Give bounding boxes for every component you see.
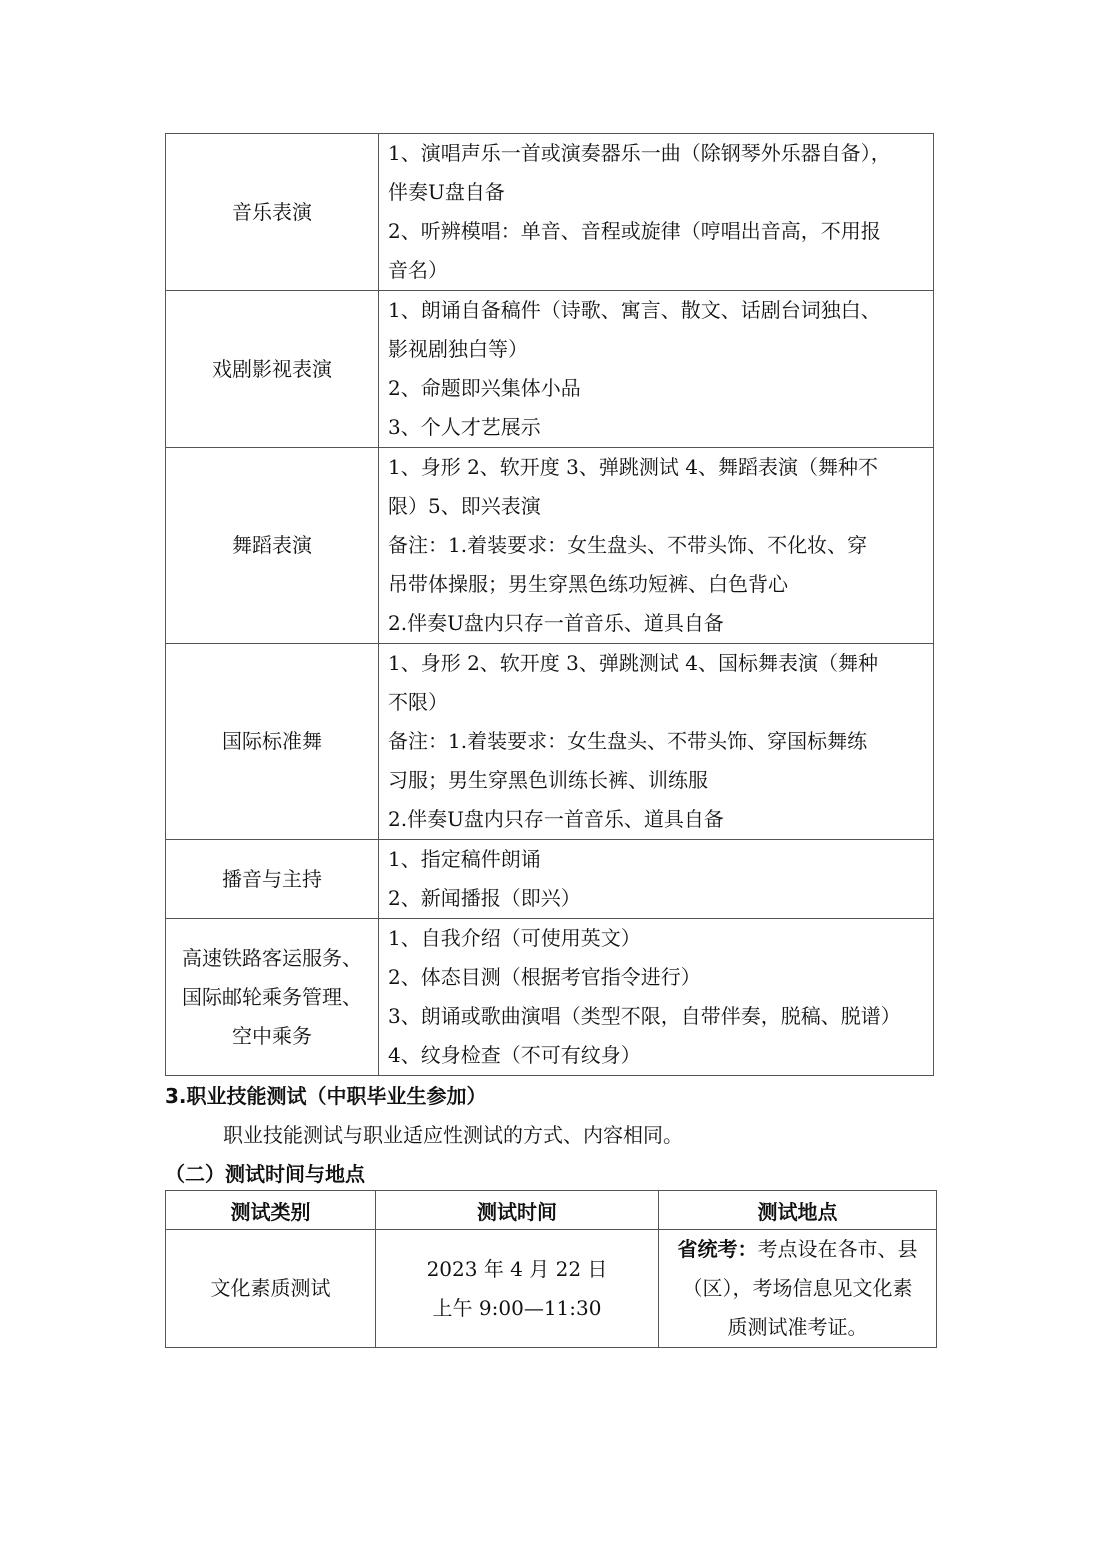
- content-cell: [379, 448, 934, 644]
- content-line: 2.伴奏U盘内只存一首音乐、道具自备: [388, 807, 724, 831]
- category-cell: 戏剧影视表演: [166, 291, 379, 448]
- content-line: 1、演唱声乐一首或演奏器乐一曲（除钢琴外乐器自备），: [388, 141, 891, 165]
- content-line: 备注：1.着装要求：女生盘头、不带头饰、穿国标舞练: [388, 729, 868, 753]
- category-line: 高速铁路客运服务、: [182, 945, 362, 970]
- category-cell: 播音与主持: [166, 840, 379, 919]
- table-row: [166, 291, 934, 448]
- content-cell: [379, 840, 934, 919]
- content-line: 3、朗诵或歌曲演唱（类型不限，自带伴奏，脱稿、脱谱）: [388, 1004, 901, 1028]
- content-line: 2、命题即兴集体小品: [388, 376, 581, 400]
- content-line: 1、身形 2、软开度 3、弹跳测试 4、国标舞表演（舞种: [388, 651, 878, 675]
- content-line: 1、朗诵自备稿件（诗歌、寓言、散文、话剧台词独白、: [388, 298, 881, 322]
- content-line: 习服；男生穿黑色训练长裤、训练服: [388, 768, 708, 792]
- content-line: 不限）: [388, 690, 448, 714]
- content-line: 音名）: [388, 258, 448, 282]
- content-cell: [379, 291, 934, 448]
- location-cell: [659, 1230, 937, 1348]
- location-label: 省统考：: [677, 1237, 758, 1261]
- category-cell: 音乐表演: [166, 134, 379, 291]
- location-line: 质测试准考证。: [727, 1315, 868, 1339]
- content-line: 限）5、即兴表演: [388, 494, 541, 518]
- table-row: [166, 134, 934, 291]
- table-row: [166, 644, 934, 840]
- content-line: 伴奏U盘自备: [388, 180, 505, 204]
- content-line: 3、个人才艺展示: [388, 415, 541, 439]
- content-line: 2、新闻播报（即兴）: [388, 886, 581, 910]
- content-line: 2、体态目测（根据考官指令进行）: [388, 965, 701, 989]
- header-location: 测试地点: [659, 1191, 937, 1230]
- table-row: [166, 840, 934, 919]
- category-cell: [166, 919, 379, 1076]
- location-line: （区），考场信息见文化素: [682, 1276, 913, 1300]
- section-heading-time-location: （二）测试时间与地点: [165, 1162, 365, 1186]
- content-cell: [379, 134, 934, 291]
- content-cell: [379, 644, 934, 840]
- header-time: 测试时间: [376, 1191, 659, 1230]
- table-row: [166, 919, 934, 1076]
- location-line: [659, 1230, 936, 1269]
- category-line: 空中乘务: [232, 1023, 312, 1048]
- content-line: 2.伴奏U盘内只存一首音乐、道具自备: [388, 611, 724, 635]
- content-line: 1、指定稿件朗诵: [388, 847, 541, 871]
- exam-content-table: [165, 133, 934, 1076]
- content-line: 2、听辨模唱：单音、音程或旋律（哼唱出音高，不用报: [388, 219, 881, 243]
- time-cell: [376, 1230, 659, 1348]
- category-cell: 文化素质测试: [166, 1230, 376, 1348]
- time-line: 2023 年 4 月 22 日: [426, 1256, 608, 1281]
- section-paragraph: 职业技能测试与职业适应性测试的方式、内容相同。: [223, 1123, 683, 1147]
- table-header-row: [166, 1191, 937, 1230]
- location-text: 考点设在各市、县: [757, 1237, 918, 1261]
- content-line: 影视剧独白等）: [388, 337, 528, 361]
- schedule-table: [165, 1190, 937, 1348]
- category-cell: 国际标准舞: [166, 644, 379, 840]
- content-cell: [379, 919, 934, 1076]
- header-category: 测试类别: [166, 1191, 376, 1230]
- table-row: [166, 448, 934, 644]
- category-cell: 舞蹈表演: [166, 448, 379, 644]
- time-line: 上午 9:00—11:30: [432, 1295, 602, 1320]
- section-heading-vocational-skills: 3.职业技能测试（中职毕业生参加）: [165, 1084, 487, 1108]
- content-line: 4、纹身检查（不可有纹身）: [388, 1043, 641, 1067]
- content-line: 1、自我介绍（可使用英文）: [388, 926, 641, 950]
- content-line: 1、身形 2、软开度 3、弹跳测试 4、舞蹈表演（舞种不: [388, 455, 878, 479]
- table-row: [166, 1230, 937, 1348]
- category-line: 国际邮轮乘务管理、: [182, 984, 362, 1009]
- content-line: 吊带体操服；男生穿黑色练功短裤、白色背心: [388, 572, 788, 596]
- content-line: 备注：1.着装要求：女生盘头、不带头饰、不化妆、穿: [388, 533, 868, 557]
